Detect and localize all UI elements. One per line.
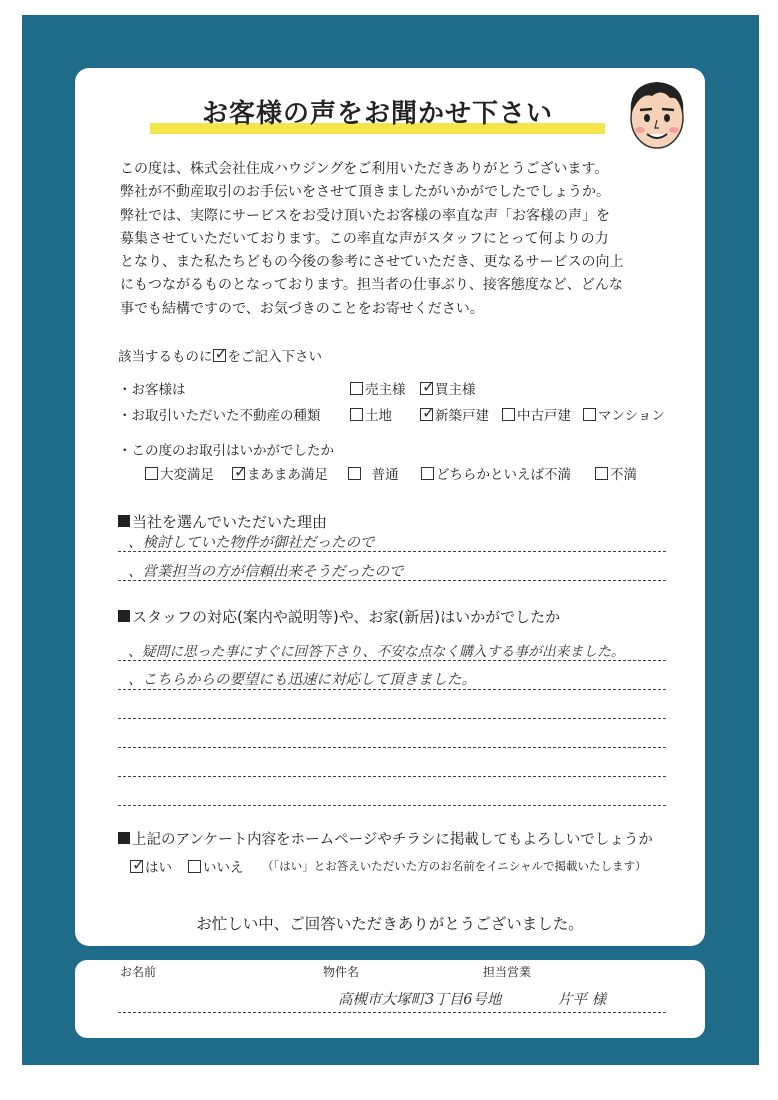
q3-option-somewhat-unsatisfied[interactable]: どちらかといえば不満 xyxy=(421,463,571,483)
checkbox[interactable] xyxy=(130,855,146,874)
square-bullet-icon xyxy=(118,610,130,622)
page-title: お客様の声をお聞かせ下さい xyxy=(150,92,605,138)
closing-message: お忙しい中、ご回答いただきありがとうございました。 xyxy=(196,915,584,933)
q3-option-fairly-satisfied[interactable]: ✓ まあまあ満足 xyxy=(234,462,328,483)
q2-option-land[interactable]: 土地 xyxy=(350,404,392,424)
q2-option-mansion[interactable]: マンション xyxy=(583,404,665,424)
answer-line xyxy=(118,776,666,777)
square-bullet-icon xyxy=(118,832,130,844)
q1-label: ・お客様は xyxy=(118,382,186,398)
example-checkbox xyxy=(213,344,228,363)
check-mark-icon: ✓ xyxy=(132,855,146,874)
check-mark-icon: ✓ xyxy=(422,403,436,422)
section3-option-no[interactable]: いいえ xyxy=(188,856,244,876)
checkbox[interactable] xyxy=(420,377,436,396)
name-label: お名前 xyxy=(120,965,157,979)
section1-heading: 当社を選んでいただいた理由 xyxy=(118,511,327,532)
answer-line xyxy=(118,718,666,719)
checkbox[interactable] xyxy=(350,382,363,395)
checkbox[interactable] xyxy=(145,467,158,480)
checkbox[interactable] xyxy=(595,467,608,480)
footer-line xyxy=(118,1012,666,1013)
q1-option-buyer[interactable]: ✓ 買主様 xyxy=(422,377,476,398)
property-label: 物件名 xyxy=(323,965,360,979)
answer-line xyxy=(118,660,666,661)
checkbox[interactable] xyxy=(188,860,201,873)
answer-line xyxy=(118,805,666,806)
check-mark-icon: ✓ xyxy=(422,377,436,396)
section3-note: （「はい」とお答えいただいた方のお名前をイニシャルで掲載いたします） xyxy=(262,859,647,873)
checkbox[interactable] xyxy=(232,462,248,481)
property-value: 高槻市大塚町3丁目6号地 xyxy=(338,992,502,1008)
check-mark-icon: ✓ xyxy=(234,462,248,481)
section3-heading: 上記のアンケート内容をホームページやチラシに掲載してもよろしいでしょうか xyxy=(118,828,653,849)
answer-line xyxy=(118,551,666,552)
answer-line xyxy=(118,580,666,581)
q1-option-seller[interactable]: 売主様 xyxy=(350,378,406,398)
q3-option-normal[interactable]: 普通 xyxy=(348,463,399,483)
answer-line xyxy=(118,747,666,748)
q3-label: ・この度のお取引はいかがでしたか xyxy=(118,443,334,459)
staff-face-illustration xyxy=(622,74,692,154)
section2-heading: スタッフの対応(案内や説明等)や、お家(新居)はいかがでしたか xyxy=(118,606,560,627)
answer-line xyxy=(118,689,666,690)
section1-answer-1: 、検討していた物件が御社だったので xyxy=(128,535,375,551)
q2-option-new-house[interactable]: ✓ 新築戸建 xyxy=(422,403,489,424)
sales-label: 担当営業 xyxy=(483,965,532,979)
checkbox[interactable] xyxy=(420,403,436,422)
checkbox[interactable] xyxy=(421,467,434,480)
q3-option-very-satisfied[interactable]: 大変満足 xyxy=(145,463,214,483)
section3-option-yes[interactable]: ✓ はい xyxy=(132,855,172,876)
checkbox[interactable] xyxy=(350,408,363,421)
section2-answer-1: 、疑問に思った事にすぐに回答下さり、不安な点なく購入する事が出来ました。 xyxy=(128,644,625,660)
intro-text: この度は、株式会社住成ハウジングをご利用いただきありがとうございます。 弊社が不動産取引のお手伝いをさせて頂きましたがいかがでしたでしょうか。 弊社では、実際にサービスをお受け頂いたお客様の率直な声「お客様の声」を 募集させていただいております。この率直な声がスタッフにとって何よりの力 となり、また私たちどもの今後の参考にさせていただき、更なるサービスの向上 にもつながるものとなっております。担当者の仕事ぶり、接客態度など、どんな 事でも結構ですので、お気づきのことをお寄せください。 xyxy=(120,161,624,317)
section2-answer-2: 、こちらからの要望にも迅速に対応して頂きました。 xyxy=(128,672,476,688)
q2-label: ・お取引いただいた不動産の種類 xyxy=(118,408,321,424)
q2-option-used-house[interactable]: 中古戸建 xyxy=(502,404,571,424)
instruction: 該当するものに ✓ をご記入下さい xyxy=(118,344,322,365)
sales-value: 片平 様 xyxy=(558,992,607,1008)
q3-option-unsatisfied[interactable]: 不満 xyxy=(595,463,637,483)
checkbox[interactable] xyxy=(348,467,361,480)
check-mark-icon: ✓ xyxy=(214,344,228,363)
square-bullet-icon xyxy=(118,515,130,527)
checkbox[interactable] xyxy=(502,408,515,421)
checkbox[interactable] xyxy=(583,408,596,421)
section1-answer-2: 、営業担当の方が信頼出来そうだったので xyxy=(128,564,404,580)
